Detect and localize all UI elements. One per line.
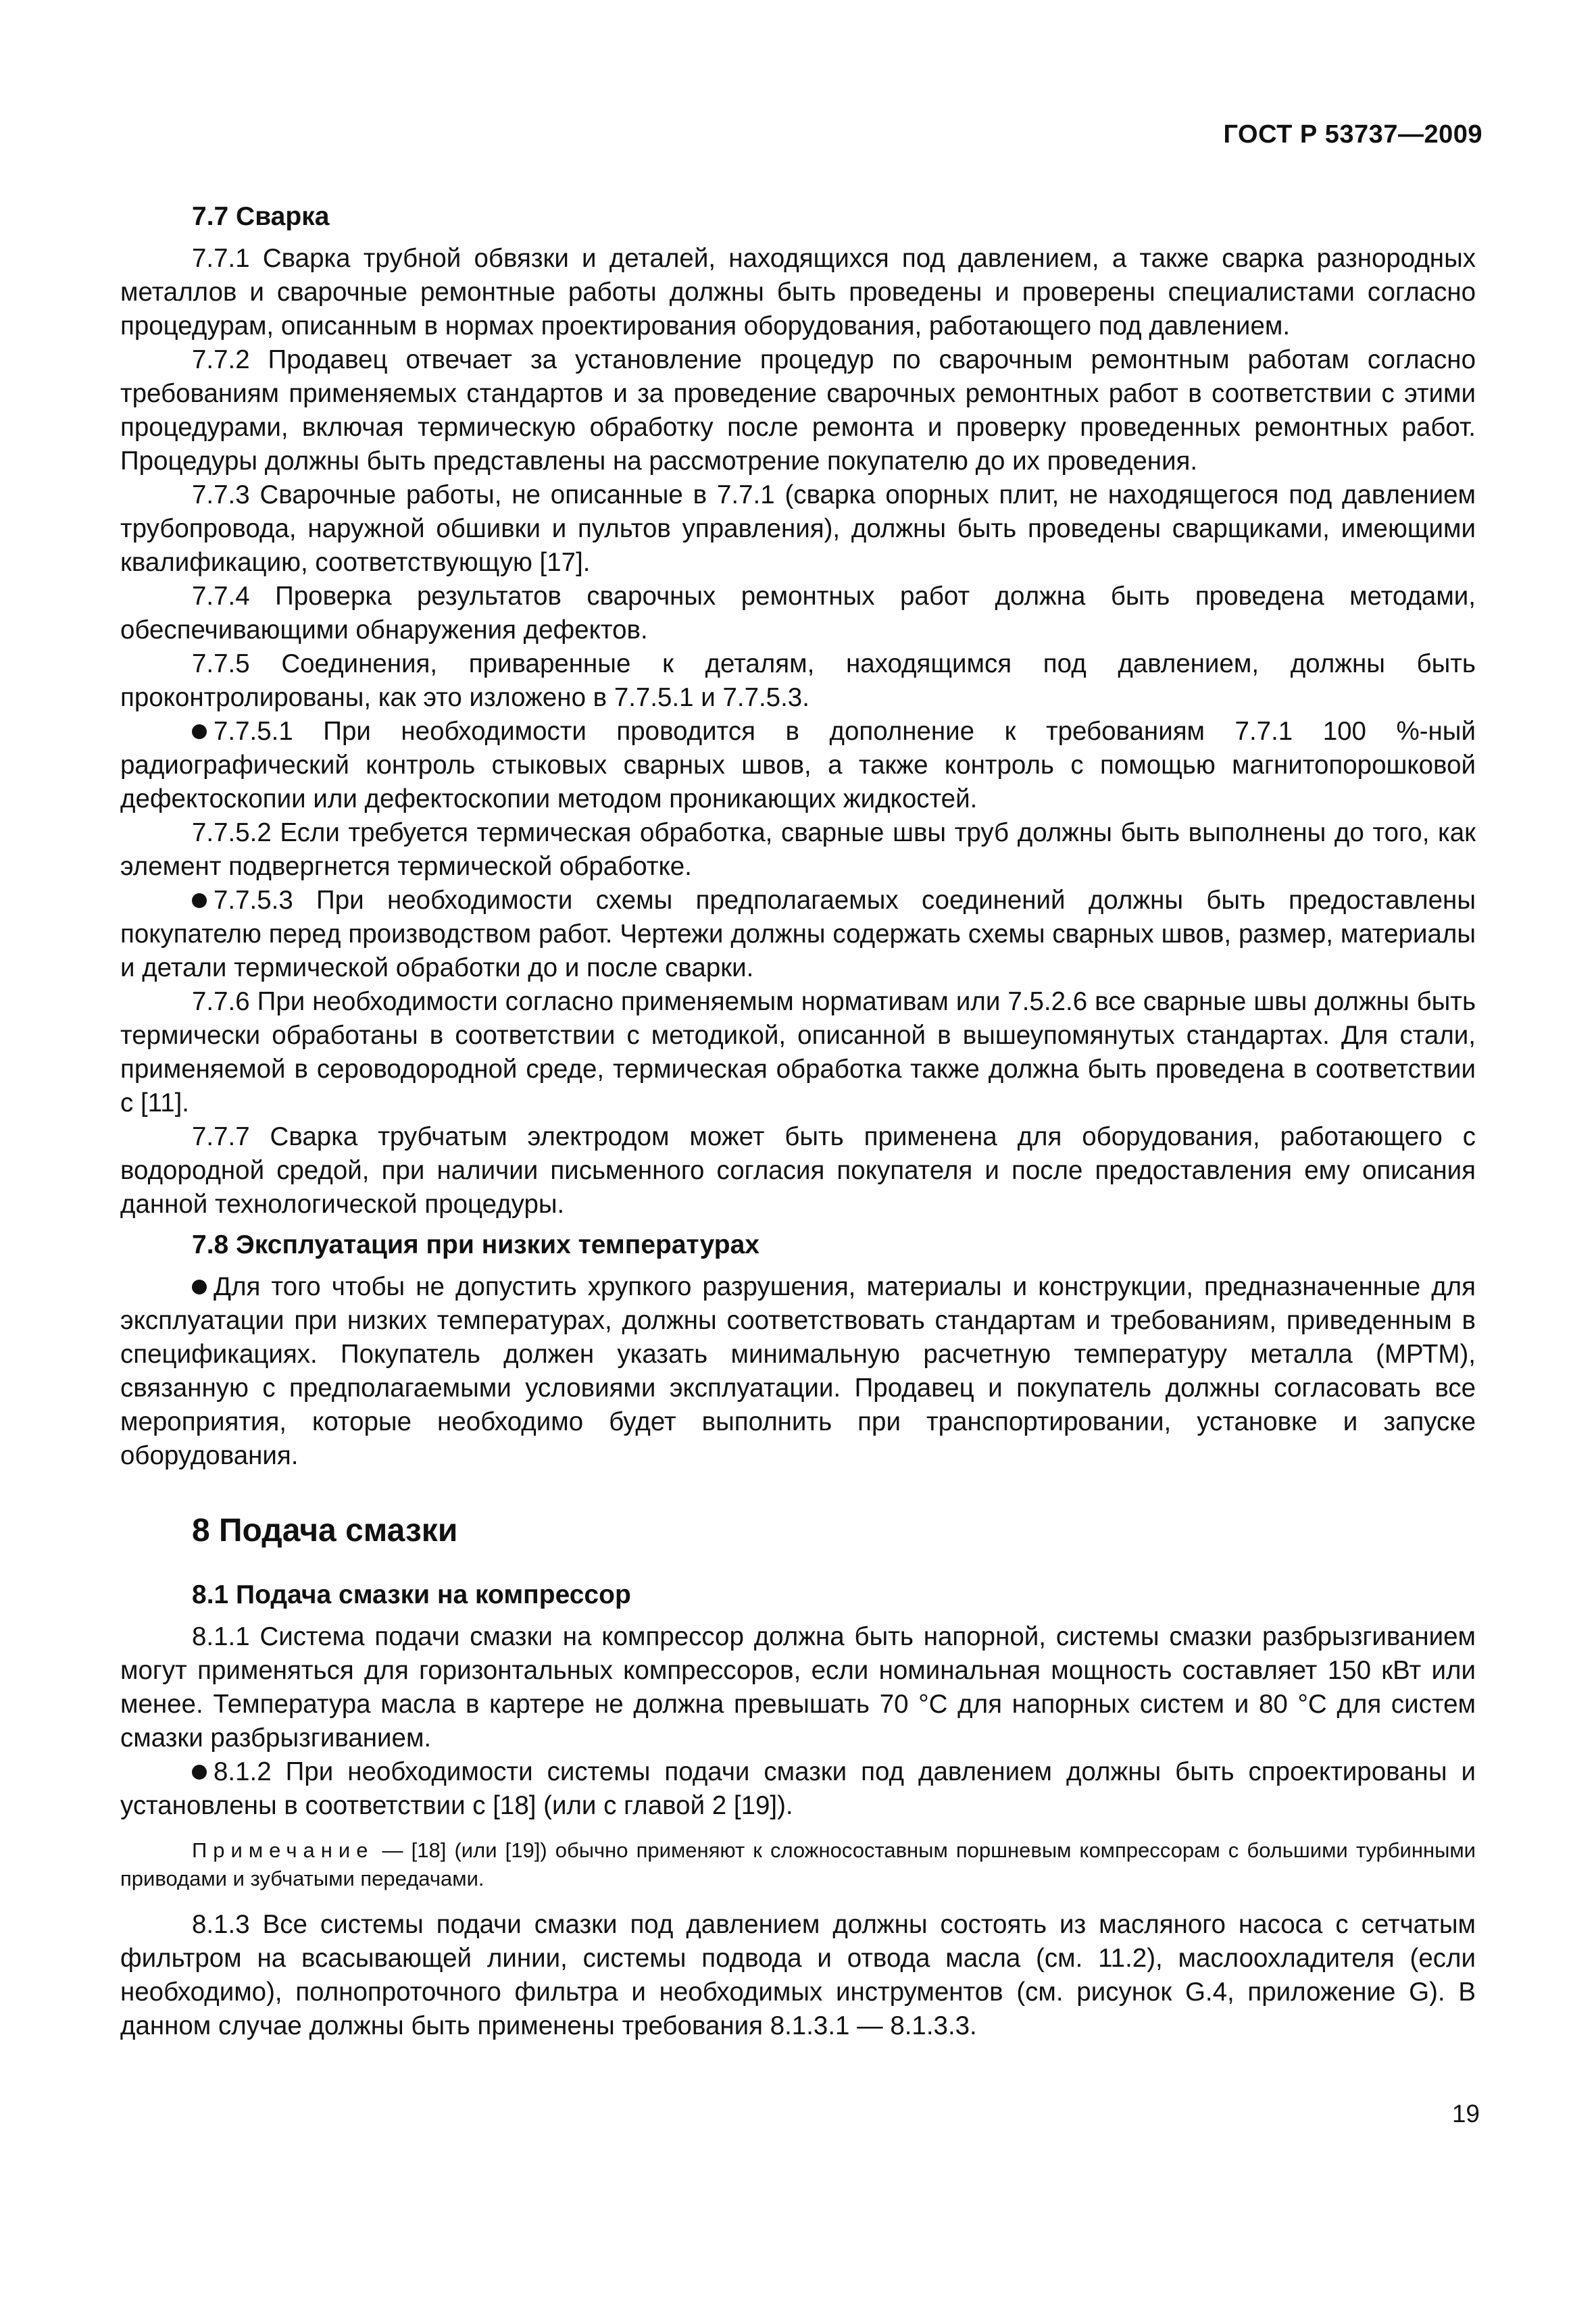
paragraph-text: 7.7.5.1 При необходимости проводится в дополнение к требованиям 7.7.1 100 %-ный радиографический контроль стыковых сварных швов, а также контроль с помощью магнитопорошковой дефектоскопии или дефектоскопии методом проникающих жидкостей. — [120, 717, 1476, 813]
bullet-icon — [192, 1765, 207, 1780]
paragraph-7-7-5-3 — [120, 884, 1476, 985]
paragraph-7-7-2: 7.7.2 Продавец отвечает за установление процедур по сварочным ремонтным работам согласно требованиям применяемых стандартов и за проведение сварочных ремонтных работ в соответствии с этими процедурами, включая термическую обработку после ремонта и проверку проведенных ремонтных работ. Процедуры должны быть представлены на рассмотрение покупателю до их проведения. — [120, 345, 1476, 476]
note-text: — [18] (или [19]) обычно применяют к сложносоставным поршневым компрессорам с большими турбинными приводами и зубчатыми передачами. — [120, 1838, 1476, 1890]
paragraph-7-8 — [120, 1270, 1476, 1473]
paragraph-7-7-1: 7.7.1 Сварка трубной обвязки и деталей, находящихся под давлением, а также сварка разнородных металлов и сварочные ремонтные работы должны быть проведены и проверены специалистами согласно процедурам, описанным в нормах проектирования оборудования, работающего под давлением. — [120, 244, 1476, 341]
paragraph-7-7-5: 7.7.5 Соединения, приваренные к деталям, находящимся под давлением, должны быть проконтролированы, как это изложено в 7.7.5.1 и 7.7.5.3. — [120, 649, 1476, 712]
paragraph-8-1-1: 8.1.1 Система подачи смазки на компрессор должна быть напорной, системы смазки разбрызгиванием могут применяться для горизонтальных компрессоров, если номинальная мощность составляет 150 кВт или менее. Температура масла в картере не должна превышать 70 °С для напорных систем и 80 °С для систем смазки разбрызгиванием. — [120, 1622, 1476, 1753]
document-body — [120, 200, 1476, 2043]
page-number: 19 — [1451, 2100, 1480, 2128]
bullet-icon — [192, 893, 207, 908]
paragraph-7-7-6: 7.7.6 При необходимости согласно применяемым нормативам или 7.5.2.6 все сварные швы должны быть термически обработаны в соответствии с методикой, описанной в вышеупомянутых стандартах. Для стали, применяемой в сероводородной среде, термическая обработка также должна быть проведена в соответствии с [11]. — [120, 987, 1476, 1117]
section-7-7-heading: 7.7 Сварка — [192, 202, 330, 231]
paragraph-8-1-2 — [120, 1755, 1476, 1823]
bullet-icon — [192, 724, 207, 739]
paragraph-text: 8.1.2 При необходимости системы подачи смазки под давлением должны быть спроектированы и установлены в соответствии с [18] (или с главой 2 [19]). — [120, 1757, 1476, 1820]
paragraph-7-7-5-1 — [120, 715, 1476, 816]
paragraph-text: Для того чтобы не допустить хрупкого разрушения, материалы и конструкции, предназначенные для эксплуатации при низких температурах, должны соответствовать стандартам и требованиям, приведенным в спецификациях. Покупатель должен указать минимальную расчетную температуру металла (МРТМ), связанную с предполагаемыми условиями эксплуатации. Продавец и покупатель должны согласовать все мероприятия, которые необходимо будет выполнить при транспортировании, установке и запуске оборудования. — [120, 1272, 1476, 1470]
note — [120, 1836, 1476, 1893]
paragraph-7-7-3: 7.7.3 Сварочные работы, не описанные в 7.7.1 (сварка опорных плит, не находящегося под давлением трубопровода, наружной обшивки и пультов управления), должны быть проведены сварщиками, имеющими квалификацию, соответствующую [17]. — [120, 480, 1476, 577]
paragraph-7-7-7: 7.7.7 Сварка трубчатым электродом может быть применена для оборудования, работающего с водородной средой, при наличии письменного согласия покупателя и после предоставления ему описания данной технологической процедуры. — [120, 1122, 1476, 1219]
paragraph-text: 7.7.5.3 При необходимости схемы предполагаемых соединений должны быть предоставлены покупателю перед производством работ. Чертежи должны содержать схемы сварных швов, размер, материалы и детали термической обработки до и после сварки. — [120, 886, 1476, 982]
bullet-icon — [192, 1280, 207, 1294]
section-8-heading: 8 Подача смазки — [192, 1513, 458, 1549]
section-7-8-heading: 7.8 Эксплуатация при низких температурах — [192, 1230, 759, 1259]
document-header: ГОСТ Р 53737—2009 — [1223, 120, 1482, 149]
note-label: Примечание — [192, 1838, 374, 1862]
paragraph-8-1-3: 8.1.3 Все системы подачи смазки под давлением должны состоять из масляного насоса с сетчатым фильтром на всасывающей линии, системы подвода и отвода масла (см. 11.2), маслоохладителя (если необходимо), полнопроточного фильтра и необходимых инструментов (см. рисунок G.4, приложение G). В данном случае должны быть применены требования 8.1.3.1 — 8.1.3.3. — [120, 1910, 1476, 2040]
section-8-1-heading: 8.1 Подача смазки на компрессор — [192, 1580, 631, 1609]
paragraph-7-7-5-2: 7.7.5.2 Если требуется термическая обработка, сварные швы труб должны быть выполнены до того, как элемент подвергнется термической обработке. — [120, 818, 1476, 881]
paragraph-7-7-4: 7.7.4 Проверка результатов сварочных ремонтных работ должна быть проведена методами, обеспечивающими обнаружения дефектов. — [120, 582, 1476, 645]
